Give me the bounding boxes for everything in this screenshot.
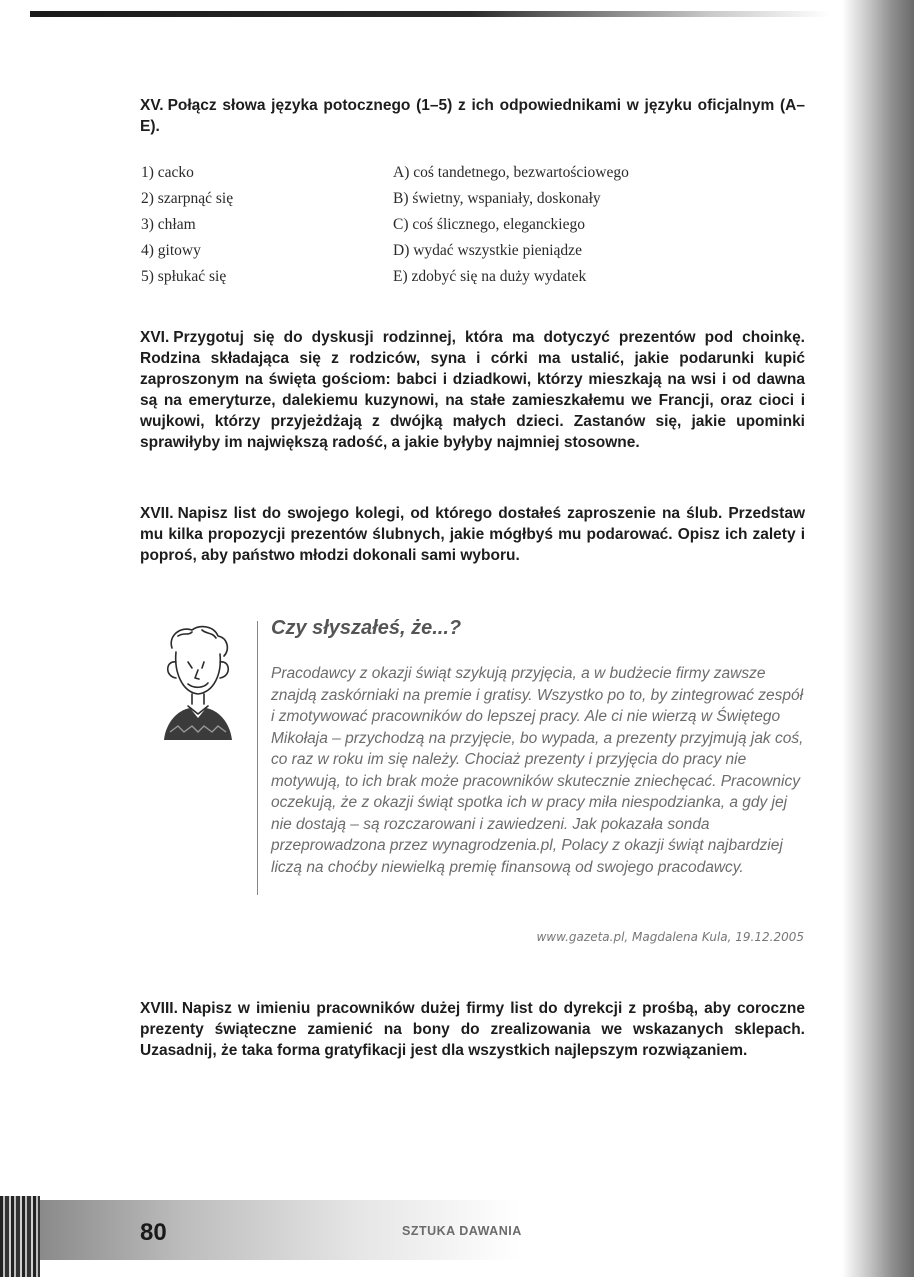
- list-item: 4) gitowy: [141, 242, 201, 259]
- list-item: 5) spłukać się: [141, 268, 227, 285]
- list-item: 2) szarpnąć się: [141, 190, 234, 207]
- exercise-xvi-text: Przygotuj się do dyskusji rodzinnej, która ma dotyczyć prezentów pod choinkę. Rodzina składająca się z rodziców, syna i córki ma ustalić, jakie podarunki kupić zaproszonym na święta gościom: babci i dziadkowi, którzy mieszkają na wsi i od dawna są na emeryturze, dalekiemu kuzynowi, na stałe zamieszkałemu we Francji, oraz cioci i wujkowi, którzy przyjeżdżają z dwójką małych dzieci. Zastanów się, jakie upominki sprawiłyby im największą radość, a jakie byłyby najmniej stosowne.: [140, 329, 805, 451]
- exercise-xv-number: XV.: [140, 97, 164, 114]
- exercise-xviii: [140, 998, 805, 1061]
- exercise-xviii-text: Napisz w imieniu pracowników dużej firmy list do dyrekcji z prośbą, aby coroczne prezenty świąteczne zamienić na bony do zrealizowania we wskazanych sklepach. Uzasadnij, że taka forma gratyfikacji jest dla wszystkich najlepszym rozwiązaniem.: [140, 1000, 805, 1059]
- official-meanings-list: [393, 160, 629, 290]
- info-box-source: www.gazeta.pl, Magdalena Kula, 19.12.2005: [536, 930, 804, 944]
- list-item: E) zdobyć się na duży wydatek: [393, 268, 587, 285]
- exercise-xvii-text: Napisz list do swojego kolegi, od którego dostałeś zaproszenie na ślub. Przedstaw mu kilka propozycji prezentów ślubnych, jakie mógłbyś mu podarować. Opisz ich zalety i poproś, aby państwo młodzi dokonali sami wyboru.: [140, 505, 805, 564]
- scan-binding-shadow: [842, 0, 914, 1277]
- exercise-xvi: [140, 327, 805, 453]
- exercise-xv-instruction: [140, 95, 805, 137]
- scan-top-rule: [30, 11, 830, 17]
- list-item: B) świetny, wspaniały, doskonały: [393, 190, 601, 207]
- exercise-xvii: [140, 503, 805, 566]
- boy-illustration-icon: [158, 622, 238, 740]
- exercise-xv-text: Połącz słowa języka potocznego (1–5) z ich odpowiednikami w języku oficjalnym (A–E).: [140, 97, 805, 135]
- info-box-paragraph: Pracodawcy z okazji świąt szykują przyjęcia, a w budżecie firmy zawsze znajdą zaskórniaki na premie i gratisy. Wszystko po to, by zintegrować zespół i zmotywować pracowników do lepszej pracy. Ale ci nie wierzą w Świętego Mikołaja – przychodzą na przyjęcie, bo wypada, a prezenty przyjmują jak coś, co raz w roku im się należy. Chociaż prezenty i przyjęcia do pracy nie motywują, to ich brak może pracowników skutecznie zniechęcać. Pracownicy oczekują, że z okazji świąt spotka ich w pracy miła niespodzianka, a gdy jej nie dostają – są rozczarowani i zawiedzeni. Jak pokazała sonda przeprowadzona przez wynagrodzenia.pl, Polacy z okazji świąt najbardziej liczą na choćby niewielką premię finansową od swojego pracodawcy.: [271, 665, 804, 876]
- list-item: D) wydać wszystkie pieniądze: [393, 242, 582, 259]
- list-item: A) coś tandetnego, bezwartościowego: [393, 164, 629, 181]
- footer-edge-bars: [0, 1196, 40, 1277]
- page-number: 80: [140, 1219, 167, 1246]
- exercise-xviii-number: XVIII.: [140, 1000, 178, 1017]
- exercise-xvii-number: XVII.: [140, 505, 174, 522]
- colloquial-words-list: [141, 160, 233, 290]
- info-box-body: [271, 663, 804, 878]
- list-item: C) coś ślicznego, eleganckiego: [393, 216, 585, 233]
- running-title: SZTUKA DAWANIA: [402, 1224, 522, 1238]
- info-box-title: Czy słyszałeś, że...?: [271, 617, 462, 639]
- info-box-divider: [257, 621, 258, 895]
- exercise-xvi-number: XVI.: [140, 329, 170, 346]
- list-item: 1) cacko: [141, 164, 194, 181]
- list-item: 3) chłam: [141, 216, 196, 233]
